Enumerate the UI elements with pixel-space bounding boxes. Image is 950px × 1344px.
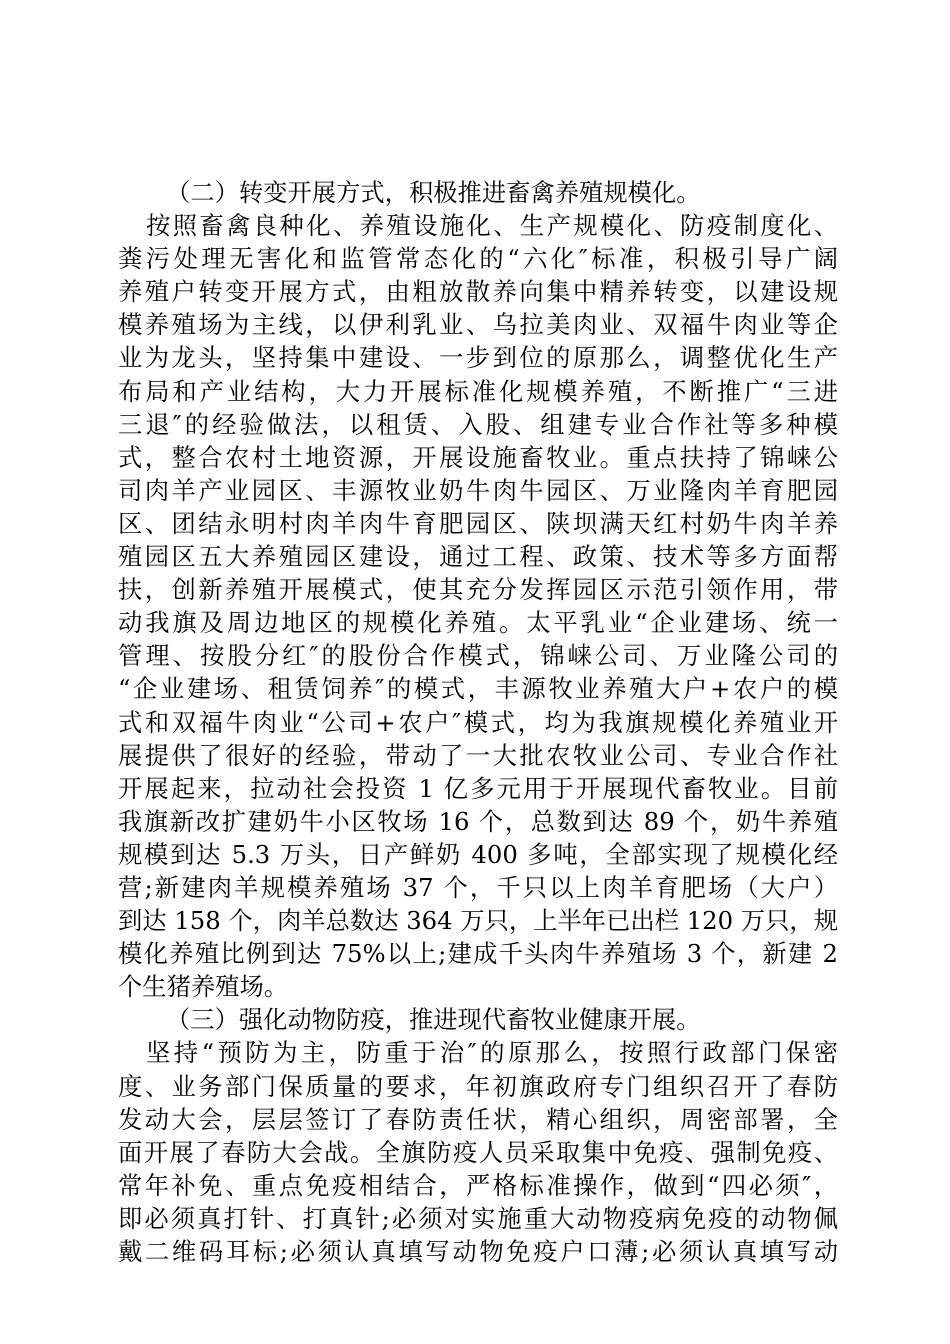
- paragraph-line: 模养殖场为主线，以伊利乳业、乌拉美肉业、双福牛肉业等企: [118, 310, 838, 340]
- paragraph-line: 区、团结永明村肉羊肉牛育肥园区、陕坝满天红村奶牛肉羊养: [118, 508, 838, 538]
- paragraph-line: 坚持“预防为主，防重于治″的原那么，按照行政部门保密: [146, 1038, 838, 1068]
- section-heading-3: （三）强化动物防疫，推进现代畜牧业健康开展。: [166, 1005, 701, 1035]
- paragraph-line: 常年补免、重点免疫相结合，严格标准操作，做到“四必须″，: [118, 1170, 838, 1200]
- paragraph-line: 粪污处理无害化和监管常态化的“六化″标准，积极引导广阔: [118, 244, 838, 274]
- paragraph-line: 业为龙头，坚持集中建设、一步到位的原那么，调整优化生产: [118, 343, 838, 373]
- paragraph-line: 按照畜禽良种化、养殖设施化、生产规模化、防疫制度化、: [146, 211, 838, 241]
- paragraph-line: 发动大会，层层签订了春防责任状，精心组织，周密部署，全: [118, 1104, 838, 1134]
- paragraph-line: “企业建场、租赁饲养″的模式，丰源牧业养殖大户+农户的模: [118, 674, 838, 704]
- paragraph-line: 展提供了很好的经验，带动了一大批农牧业公司、专业合作社: [118, 740, 838, 770]
- paragraph-line: 我旗新改扩建奶牛小区牧场 16 个，总数到达 89 个，奶牛养殖: [118, 806, 838, 836]
- paragraph-line: 殖园区五大养殖园区建设，通过工程、政策、技术等多方面帮: [118, 542, 838, 572]
- paragraph-line: 扶，创新养殖开展模式，使其充分发挥园区示范引领作用，带: [118, 575, 838, 605]
- paragraph-line: 模化养殖比例到达 75%以上;建成千头肉牛养殖场 3 个，新建 2: [118, 939, 838, 969]
- paragraph-line: 个生猪养殖场。: [118, 972, 289, 1002]
- paragraph-line: 养殖户转变开展方式，由粗放散养向集中精养转变，以建设规: [118, 277, 838, 307]
- paragraph-line: 规模到达 5.3 万头，日产鲜奶 400 多吨，全部实现了规模化经: [118, 839, 838, 869]
- paragraph-line: 司肉羊产业园区、丰源牧业奶牛肉牛园区、万业隆肉羊育肥园: [118, 475, 838, 505]
- paragraph-line: 三退″的经验做法，以租赁、入股、组建专业合作社等多种模: [118, 409, 838, 439]
- paragraph-line: 布局和产业结构，大力开展标准化规模养殖，不断推广“三进: [118, 376, 838, 406]
- paragraph-line: 戴二维码耳标;必须认真填写动物免疫户口薄;必须认真填写动: [118, 1237, 838, 1266]
- paragraph-line: 开展起来，拉动社会投资 1 亿多元用于开展现代畜牧业。目前: [118, 773, 838, 803]
- paragraph-line: 营;新建肉羊规模养殖场 37 个，千只以上肉羊育肥场（大户）: [118, 872, 838, 902]
- body-text: [118, 176, 838, 1268]
- paragraph-line: 即必须真打针、打真针;必须对实施重大动物疫病免疫的动物佩: [118, 1203, 838, 1233]
- paragraph-line: 到达 158 个，肉羊总数达 364 万只，上半年已出栏 120 万只，规: [118, 906, 838, 936]
- section-heading-2: （二）转变开展方式，积极推进畜禽养殖规模化。: [166, 178, 701, 207]
- paragraph-line: 式，整合农村土地资源，开展设施畜牧业。重点扶持了锦崃公: [118, 442, 838, 472]
- paragraph-line: 度、业务部门保质量的要求，年初旗政府专门组织召开了春防: [118, 1071, 838, 1101]
- paragraph-line: 动我旗及周边地区的规模化养殖。太平乳业“企业建场、统一: [118, 608, 838, 638]
- paragraph-line: 管理、按股分红″的股份合作模式，锦崃公司、万业隆公司的: [118, 641, 838, 671]
- paragraph-line: 面开展了春防大会战。全旗防疫人员采取集中免疫、强制免疫、: [118, 1137, 838, 1167]
- paragraph-line: 式和双福牛肉业“公司+农户″模式，均为我旗规模化养殖业开: [118, 707, 838, 737]
